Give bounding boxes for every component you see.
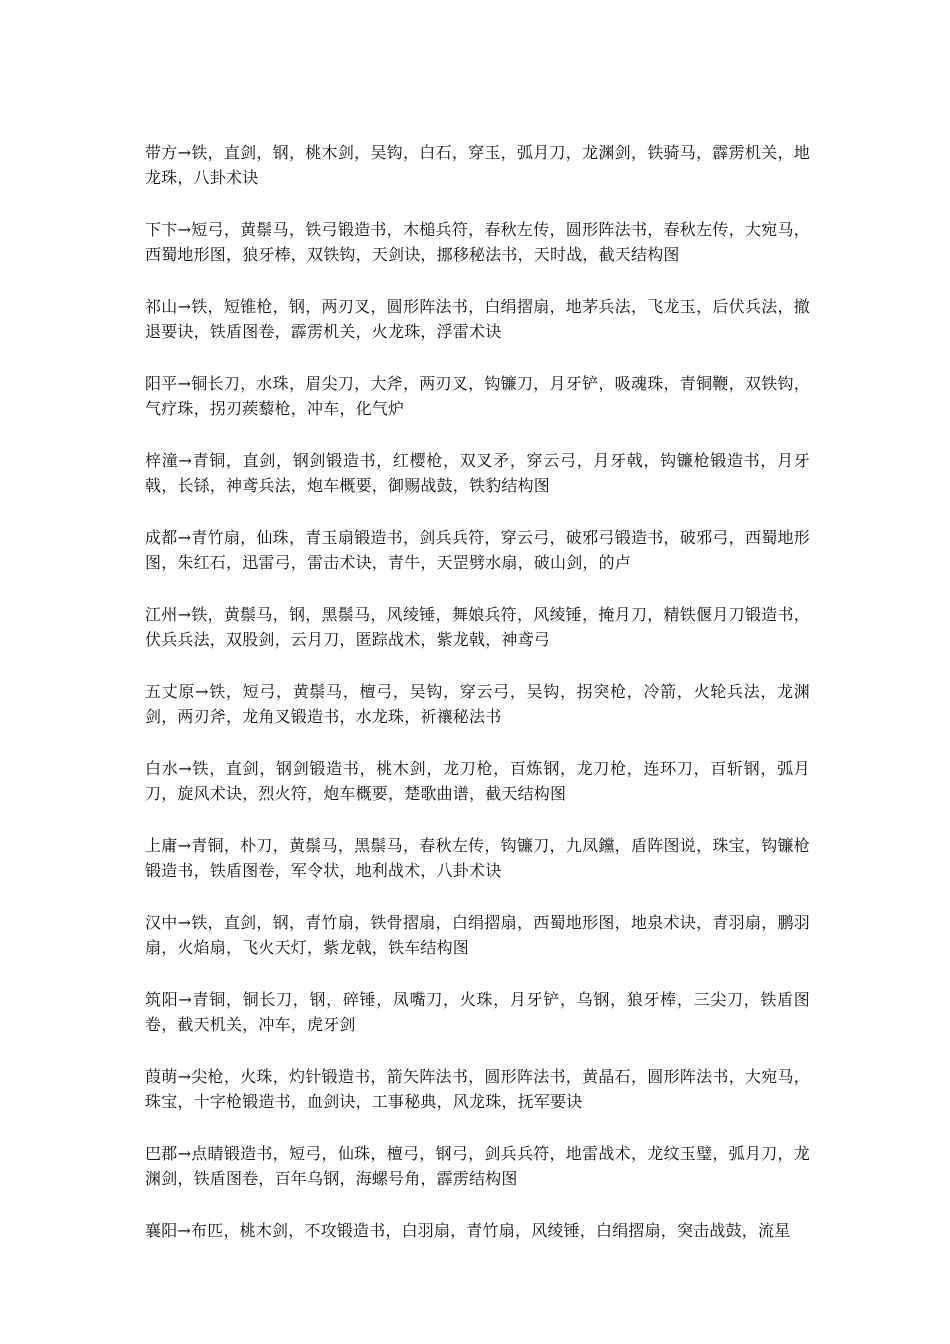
entry-xiabian: 下卞→短弓，黄鬃马，铁弓锻造书，木槌兵符，春秋左传，圆形阵法书，春秋左传，大宛马，西蜀地形图，狼牙棒，双铁钩，天剑诀，挪移秘法书，天时战，截天结构图 bbox=[145, 220, 810, 264]
entry-daifang: 带方→铁，直剑，钢，桃木剑，吴钩，白石，穿玉，弧月刀，龙渊剑，铁骑马，霹雳机关，地龙珠，八卦术诀 bbox=[145, 143, 810, 187]
entry-baishui: 白水→铁，直剑，钢剑锻造书，桃木剑，龙刀枪，百炼钢，龙刀枪，连环刀，百斩钢，弧月刀，旋风术诀，烈火符，炮车概要，楚歌曲谱，截天结构图 bbox=[145, 759, 810, 803]
entry-bajun: 巴郡→点睛锻造书，短弓，仙珠，檀弓，钢弓，剑兵兵符，地雷战术，龙纹玉璧，弧月刀，龙渊剑，铁盾图卷，百年乌钢，海螺号角，霹雳结构图 bbox=[145, 1144, 810, 1188]
entry-jiangzhou: 江州→铁，黄鬃马，钢，黑鬃马，风绫锤，舞娘兵符，风绫锤，掩月刀，精铁偃月刀锻造书，伏兵兵法，双股剑，云月刀，匿踪战术，紫龙戟，神鸢弓 bbox=[145, 605, 810, 649]
entry-zhuyang: 筑阳→青铜，铜长刀，钢，碎锤，凤嘴刀，火珠，月牙铲，乌钢，狼牙棒，三尖刀，铁盾图卷，截天机关，冲车，虎牙剑 bbox=[145, 990, 810, 1034]
entry-yangping: 阳平→铜长刀，水珠，眉尖刀，大斧，两刃叉，钩镰刀，月牙铲，吸魂珠，青铜鞭，双铁钩，气疗珠，拐刃蒺藜枪，冲车，化气炉 bbox=[145, 374, 810, 418]
entry-hanzhong: 汉中→铁，直剑，钢，青竹扇，铁骨摺扇，白绢摺扇，西蜀地形图，地泉术诀，青羽扇，鹏羽扇，火焰扇，飞火天灯，紫龙戟，铁车结构图 bbox=[145, 913, 810, 957]
entry-xiangyang: 襄阳→布匹，桃木剑，不攻锻造书，白羽扇，青竹扇，风绫锤，白绢摺扇，突击战鼓，流星 bbox=[145, 1221, 791, 1240]
entry-zitong: 梓潼→青铜，直剑，钢剑锻造书，红樱枪，双叉矛，穿云弓，月牙戟，钩镰枪锻造书，月牙戟，长铩，神鸢兵法，炮车概要，御赐战鼓，铁豹结构图 bbox=[145, 451, 810, 495]
entry-wuzhangyuan: 五丈原→铁，短弓，黄鬃马，檀弓，吴钩，穿云弓，吴钩，拐突枪，冷箭，火轮兵法，龙渊剑，两刃斧，龙角叉锻造书，水龙珠，祈禳秘法书 bbox=[145, 682, 810, 726]
entry-shangyong: 上庸→青铜，朴刀，黄鬃马，黑鬃马，春秋左传，钩镰刀，九凤钂，盾阵图说，珠宝，钩镰枪锻造书，铁盾图卷，军令状，地利战术，八卦术诀 bbox=[145, 836, 810, 880]
entry-jiameng: 葭萌→尖枪，火珠，灼针锻造书，箭矢阵法书，圆形阵法书，黄晶石，圆形阵法书，大宛马，珠宝，十字枪锻造书，血剑诀，工事秘典，风龙珠，抚军要诀 bbox=[145, 1067, 810, 1111]
document-body bbox=[145, 140, 810, 1270]
entry-chengdu: 成都→青竹扇，仙珠，青玉扇锻造书，剑兵兵符，穿云弓，破邪弓锻造书，破邪弓，西蜀地形图，朱红石，迅雷弓，雷击术诀，青牛，天罡劈水扇，破山剑，的卢 bbox=[145, 528, 810, 572]
entry-qishan: 祁山→铁，短锥枪，钢，两刃叉，圆形阵法书，白绢摺扇，地茅兵法，飞龙玉，后伏兵法，撤退要诀，铁盾图卷，霹雳机关，火龙珠，浮雷术诀 bbox=[145, 297, 810, 341]
